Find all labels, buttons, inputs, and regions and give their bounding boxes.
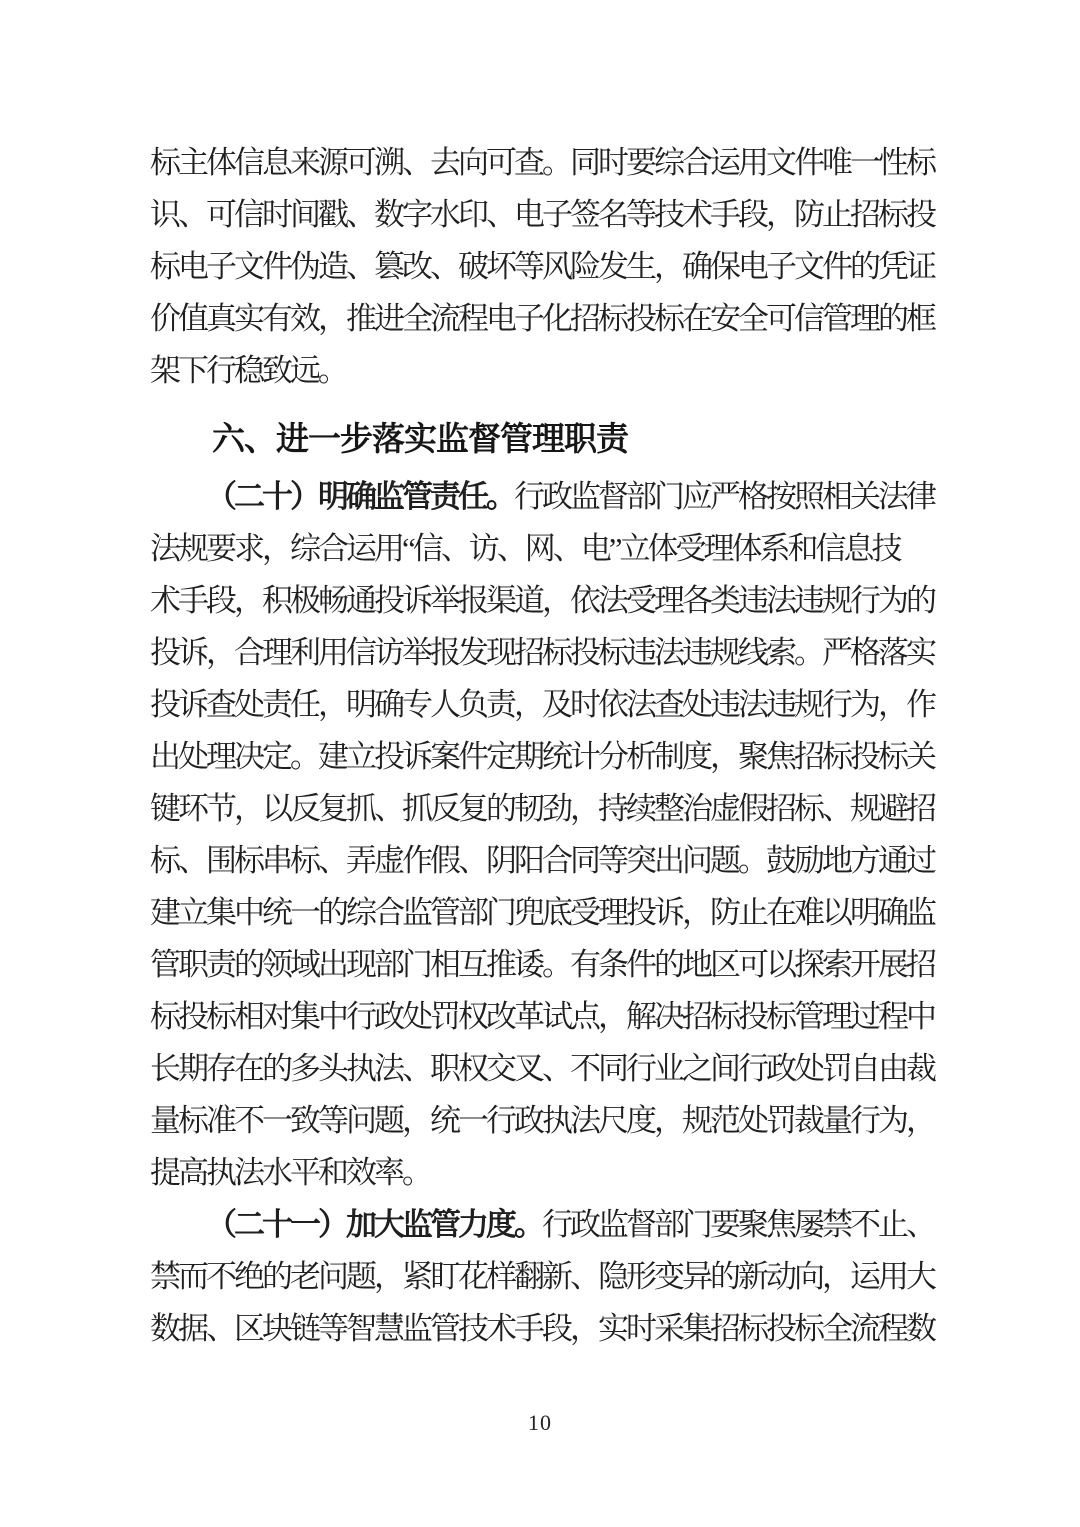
text-line: 法规要求，综合运用“信、访、网、电”立体受理体系和信息技 xyxy=(150,531,900,566)
text-line: 长期存在的多头执法、职权交叉、不同行业之间行政处罚自由裁 xyxy=(150,1051,934,1086)
text-line: 术手段，积极畅通投诉举报渠道，依法受理各类违法违规行为的 xyxy=(150,583,934,618)
text-line: 管职责的领域出现部门相互推诿。有条件的地区可以探索开展招 xyxy=(150,947,934,982)
text-line: 识、可信时间戳、数字水印、电子签名等技术手段，防止招标投 xyxy=(150,197,934,232)
paragraph-lead: （二十一）加大监管力度。 xyxy=(206,1207,542,1242)
section-heading: 六、进一步落实监督管理职责 xyxy=(212,420,628,457)
text-line: 提高执法水平和效率。 xyxy=(150,1155,430,1190)
document-body xyxy=(150,137,940,1355)
text-line: 标主体信息来源可溯、去向可查。同时要综合运用文件唯一性标 xyxy=(150,145,934,180)
paragraph xyxy=(150,1199,940,1355)
paragraph xyxy=(150,471,940,1199)
page-number: 10 xyxy=(528,1410,552,1435)
text-line: 建立集中统一的综合监管部门兜底受理投诉，防止在难以明确监 xyxy=(150,895,934,930)
paragraph-lead: （二十）明确监管责任。 xyxy=(206,479,514,514)
text-line: 禁而不绝的老问题，紧盯花样翻新、隐形变异的新动向，运用大 xyxy=(150,1259,934,1294)
text-line: （二十）明确监管责任。行政监督部门应严格按照相关法律 xyxy=(206,479,934,514)
text-line: 标、围标串标、弄虚作假、阴阳合同等突出问题。鼓励地方通过 xyxy=(150,843,934,878)
paragraph xyxy=(150,137,940,397)
text-line: 投诉查处责任，明确专人负责，及时依法查处违法违规行为，作 xyxy=(150,687,934,722)
text-line: 标电子文件伪造、篡改、破坏等风险发生，确保电子文件的凭证 xyxy=(150,249,934,284)
text-line: 量标准不一致等问题，统一行政执法尺度，规范处罚裁量行为， xyxy=(150,1103,934,1138)
text-line: 架下行稳致远。 xyxy=(150,353,346,388)
text-line: 数据、区块链等智慧监管技术手段，实时采集招标投标全流程数 xyxy=(150,1311,934,1346)
text-line: 出处理决定。建立投诉案件定期统计分析制度，聚焦招标投标关 xyxy=(150,739,934,774)
text-line: 标投标相对集中行政处罚权改革试点，解决招标投标管理过程中 xyxy=(150,999,934,1034)
text-line: （二十一）加大监管力度。行政监督部门要聚焦屡禁不止、 xyxy=(206,1207,934,1242)
text-line: 投诉，合理利用信访举报发现招标投标违法违规线索。严格落实 xyxy=(150,635,934,670)
text-line: 价值真实有效，推进全流程电子化招标投标在安全可信管理的框 xyxy=(150,301,934,336)
text-line: 键环节，以反复抓、抓反复的韧劲，持续整治虚假招标、规避招 xyxy=(150,791,934,826)
